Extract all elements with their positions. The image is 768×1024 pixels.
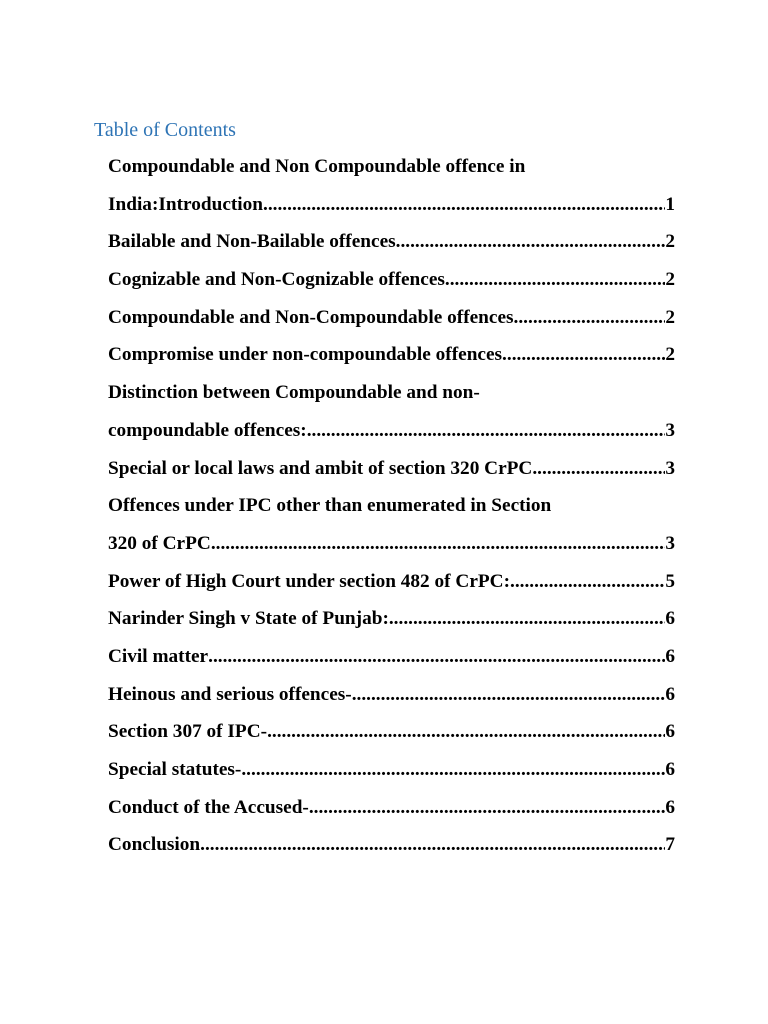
toc-dot-leader [211, 525, 666, 563]
toc-dot-leader [514, 299, 666, 337]
toc-entry[interactable] [108, 261, 675, 299]
toc-entry-page: 3 [665, 532, 675, 554]
toc-entry-title: Section 307 of IPC- [108, 721, 268, 743]
toc-dot-leader [208, 638, 665, 676]
toc-entry[interactable] [108, 336, 675, 374]
toc-dot-leader [532, 450, 665, 488]
toc-entry-title: Compoundable and Non-Compoundable offences [108, 306, 514, 328]
toc-entry-page: 2 [665, 269, 675, 291]
toc-dot-leader [267, 713, 665, 751]
toc-entry-title: Compromise under non-compoundable offences [108, 344, 503, 366]
toc-entry-row [108, 299, 675, 337]
toc-entry-row [108, 826, 675, 864]
toc-entry-row [108, 600, 675, 638]
toc-dot-leader [263, 186, 665, 224]
toc-entry-row [108, 412, 675, 450]
toc-dot-leader [396, 223, 666, 261]
toc-entry[interactable] [108, 676, 675, 714]
toc-entry[interactable] [108, 223, 675, 261]
toc-entry-title: Narinder Singh v State of Punjab: [108, 608, 389, 630]
toc-entry-page: 2 [665, 231, 675, 253]
toc-entry-title: Cognizable and Non-Cognizable offences [108, 269, 445, 291]
toc-entry-title: Bailable and Non-Bailable offences [108, 231, 396, 253]
toc-entry[interactable] [108, 563, 675, 601]
toc-entry[interactable] [108, 638, 675, 676]
toc-entry-row [108, 713, 675, 751]
toc-dot-leader [200, 826, 665, 864]
toc-entry-title: Conduct of the Accused- [108, 796, 309, 818]
toc-entry-page: 6 [665, 645, 675, 667]
toc-entry-row [108, 186, 675, 224]
toc-entry-page: 1 [665, 193, 675, 215]
toc-entry-title-line1: Distinction between Compoundable and non- [108, 382, 480, 404]
toc-entry[interactable] [108, 374, 675, 449]
toc-dot-leader [445, 261, 665, 299]
toc-entry-title: compoundable offences: [108, 419, 307, 441]
toc-dot-leader [241, 751, 665, 789]
toc-entry-title: Special or local laws and ambit of section 320 CrPC [108, 457, 533, 479]
toc-entry[interactable] [108, 600, 675, 638]
toc-entry-page: 6 [665, 608, 675, 630]
toc-entry[interactable] [108, 450, 675, 488]
toc-entry-title: Heinous and serious offences- [108, 683, 352, 705]
toc-entry-title-line1: Offences under IPC other than enumerated in Section [108, 495, 552, 517]
toc-entry[interactable] [108, 487, 675, 562]
toc-dot-leader [309, 789, 666, 827]
toc-entry[interactable] [108, 826, 675, 864]
toc-entry-title: 320 of CrPC [108, 532, 211, 554]
toc-entry[interactable] [108, 148, 675, 223]
toc-entry-page: 2 [665, 344, 675, 366]
toc-entry-page: 6 [665, 796, 675, 818]
toc-entry-page: 6 [665, 683, 675, 705]
toc-dot-leader [307, 412, 666, 450]
toc-dot-leader [502, 336, 665, 374]
toc-entry-page: 7 [665, 834, 675, 856]
toc-entry-title: Conclusion [108, 834, 201, 856]
toc-entry-page: 2 [665, 306, 675, 328]
toc-entry-row [108, 676, 675, 714]
toc-entry-title-line1: Compoundable and Non Compoundable offence in [108, 156, 526, 177]
toc-entry-page: 6 [665, 759, 675, 780]
toc-entry-row [108, 450, 675, 488]
toc-entry-row [108, 789, 675, 827]
toc-entry[interactable] [108, 713, 675, 751]
toc-entry-page: 3 [665, 457, 675, 479]
toc-entry-title: Special statutes- [108, 759, 242, 780]
toc-entry-row [108, 261, 675, 299]
toc-heading: Table of Contents [94, 119, 236, 141]
toc-entry-row [108, 336, 675, 374]
toc-entry-row [108, 638, 675, 676]
toc-entry-row [108, 563, 675, 601]
toc-entry-page: 3 [665, 419, 675, 441]
toc-list [108, 148, 675, 864]
toc-entry[interactable] [108, 751, 675, 789]
toc-entry-title: Power of High Court under section 482 of CrPC: [108, 570, 511, 592]
toc-dot-leader [510, 563, 665, 601]
toc-entry-row [108, 751, 675, 789]
toc-entry-page: 6 [665, 721, 675, 743]
toc-entry-row [108, 223, 675, 261]
toc-entry-title: India:Introduction [108, 193, 264, 215]
toc-dot-leader [352, 676, 666, 714]
toc-entry-title: Civil matter [108, 645, 209, 667]
toc-entry-page: 5 [665, 570, 675, 592]
toc-entry[interactable] [108, 789, 675, 827]
toc-dot-leader [389, 600, 666, 638]
toc-entry[interactable] [108, 299, 675, 337]
toc-entry-row [108, 525, 675, 563]
